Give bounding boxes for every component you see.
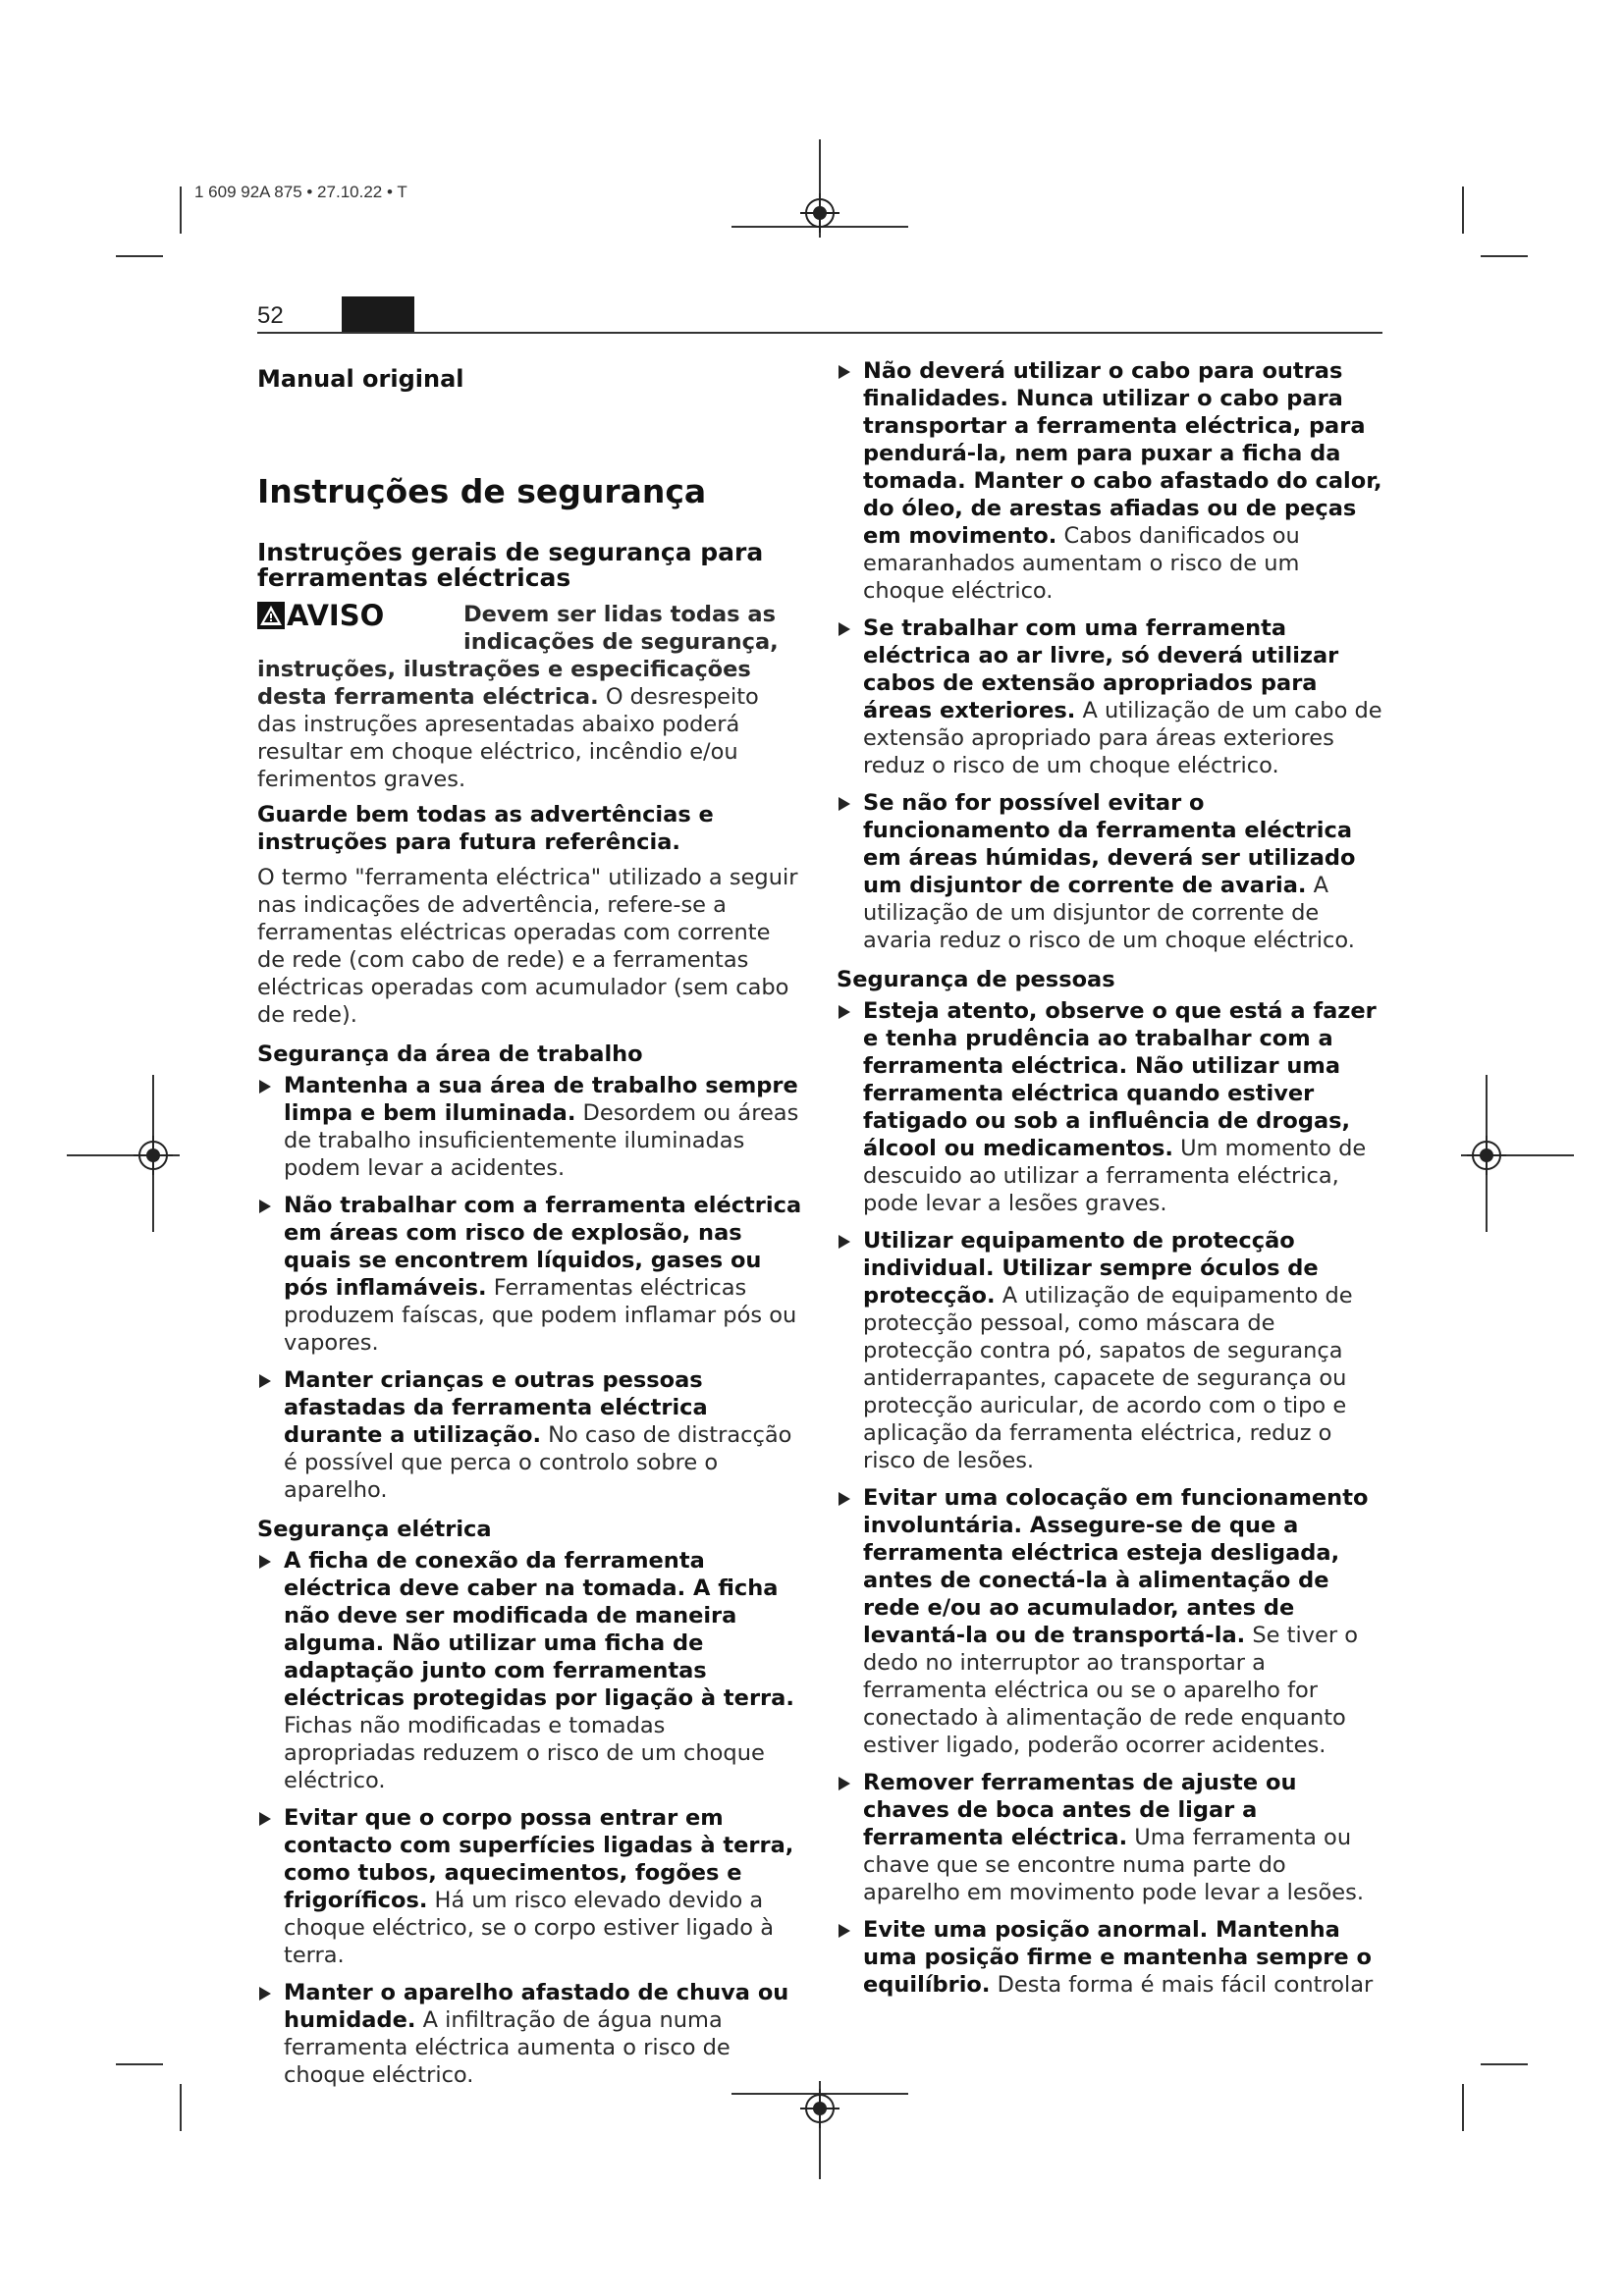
item-bold: Não deverá utilizar o cabo para outras finalidades. Nunca utilizar o cabo para transportar a ferramenta eléctrica, para pendurá-la, nem para puxar a ficha da tomada. Manter o cabo afastado do calor, do óleo, de arestas afiadas ou de peças em movimento. [863,358,1382,549]
list-item [837,1916,1382,1999]
term-paragraph: O termo "ferramenta eléctrica" utilizado a seguir nas indicações de advertência, refere-se a ferramentas eléctricas operadas com corrente de rede (com cabo de rede) e a ferramentas eléctricas operadas com acumulador (sem cabo de rede). [257,865,798,1028]
bullet-arrow-icon [259,1555,271,1569]
item-bold: Mantenha a sua área de trabalho sempre limpa e bem iluminada. [284,1073,798,1126]
item-text: A infiltração de água numa ferramenta eléctrica aumenta o risco de choque eléctrico. [284,2007,731,2088]
bullet-arrow-icon [839,365,850,379]
list-item [257,1547,803,1794]
warning-bold-text: Devem ser lidas todas as indicações de segurança, instruções, ilustrações e especificações desta ferramenta eléctrica. [257,602,779,710]
keep-note: Guarde bem todas as advertências e instruções para futura referência. [257,802,714,855]
item-bold: Remover ferramentas de ajuste ou chaves de boca antes de ligar a ferramenta eléctrica. [863,1770,1297,1850]
bullet-arrow-icon [839,1924,850,1938]
crop-mark [180,187,182,234]
crop-mark [1481,255,1528,257]
list-item [257,1072,803,1182]
left-column [257,355,803,2089]
list-item [837,357,1382,605]
item-bold: Evite uma posição anormal. Mantenha uma posição firme e mantenha sempre o equilíbrio. [863,1917,1372,1998]
registration-mark-icon [800,2089,839,2128]
header-block [342,296,414,332]
registration-mark-icon [800,193,839,233]
bullet-arrow-icon [839,1005,850,1019]
section-heading-persons: Segurança de pessoas [837,967,1115,992]
list-item [257,1979,803,2089]
item-text: No caso de distracção é possível que perca o controlo sobre o aparelho. [284,1422,792,1503]
item-bold: Não trabalhar com a ferramenta eléctrica em áreas com risco de explosão, nas quais se encontrem líquidos, gases ou pós inflamáveis. [284,1193,802,1301]
item-text: Fichas não modificadas e tomadas apropriadas reduzem o risco de um choque eléctrico. [284,1713,765,1793]
item-text: A utilização de equipamento de protecção pessoal, como máscara de protecção contra pó, sapatos de segurança antiderrapantes, capacete de segurança ou protecção auricular, de acordo com o tipo e aplicação da ferramenta eléctrica, reduz o risco de lesões. [863,1283,1353,1473]
list-item [837,1227,1382,1474]
item-text: Ferramentas eléctricas produzem faíscas, que podem inflamar pós ou vapores. [284,1275,797,1356]
bullet-arrow-icon [839,622,850,636]
crop-mark [116,255,163,257]
warning-triangle-icon [257,602,285,629]
list-item [837,997,1382,1217]
crop-mark [180,2084,182,2131]
item-text: Desordem ou áreas de trabalho insuficientemente iluminadas podem levar a acidentes. [284,1100,799,1181]
bullet-arrow-icon [259,1812,271,1826]
item-bold: A ficha de conexão da ferramenta eléctrica deve caber na tomada. A ficha não deve ser modificada de maneira alguma. Não utilizar uma ficha de adaptação junto com ferramentas eléctricas protegidas por ligação à terra. [284,1548,794,1711]
bullet-arrow-icon [839,797,850,811]
bullet-arrow-icon [259,1987,271,2001]
list-item [257,1192,803,1357]
manual-label: Manual original [257,365,464,393]
warning-word: AVISO [287,599,385,632]
page-number: 52 [257,302,284,329]
list-item [257,1804,803,1969]
list-item [837,1484,1382,1759]
list-item [257,1366,803,1504]
list-item [837,614,1382,779]
item-text: Um momento de descuido ao utilizar a ferramenta eléctrica, pode levar a lesões graves. [863,1136,1367,1216]
item-bold: Esteja atento, observe o que está a fazer e tenha prudência ao trabalhar com a ferramenta eléctrica. Não utilizar uma ferramenta eléctrica quando estiver fatigado ou sob a influência de drogas, álcool ou medicamentos. [863,998,1377,1161]
item-bold: Manter o aparelho afastado de chuva ou humidade. [284,1980,789,2033]
item-text: A utilização de um disjuntor de corrente de avaria reduz o risco de um choque eléctrico. [863,873,1355,953]
crop-mark [116,2063,163,2065]
section-heading-work-area: Segurança da área de trabalho [257,1041,643,1067]
warning-label [257,599,463,632]
item-text: Cabos danificados ou emaranhados aumentam o risco de um choque eléctrico. [863,523,1300,604]
section-heading-electrical: Segurança elétrica [257,1517,492,1542]
page-title: Instruções de segurança [257,472,707,510]
warning-block [257,601,803,793]
warning-text: O desrespeito das instruções apresentadas abaixo poderá resultar em choque eléctrico, incêndio e/ou ferimentos graves. [257,684,759,792]
crop-mark [1481,2063,1528,2065]
item-bold: Manter crianças e outras pessoas afastadas da ferramenta eléctrica durante a utilização. [284,1367,708,1448]
bullet-arrow-icon [839,1235,850,1249]
item-text: Há um risco elevado devido a choque eléctrico, se o corpo estiver ligado à terra. [284,1888,774,1968]
bullet-arrow-icon [259,1200,271,1213]
print-info: 1 609 92A 875 • 27.10.22 • T [194,183,407,201]
header-rule [257,332,1382,334]
section-subtitle: Instruções gerais de segurança para ferramentas eléctricas [257,538,764,592]
item-text: Uma ferramenta ou chave que se encontre numa parte do aparelho em movimento pode levar a lesões. [863,1825,1364,1905]
item-bold: Evitar que o corpo possa entrar em contacto com superfícies ligadas à terra, como tubos, aquecimentos, fogões e frigoríficos. [284,1805,794,1913]
item-bold: Se não for possível evitar o funcionamento da ferramenta eléctrica em áreas húmidas, deverá ser utilizado um disjuntor de corrente de avaria. [863,790,1356,898]
list-item [837,1769,1382,1906]
list-item [837,789,1382,954]
bullet-arrow-icon [259,1080,271,1094]
right-column [837,349,1382,1999]
bullet-arrow-icon [839,1777,850,1790]
bullet-arrow-icon [259,1374,271,1388]
item-bold: Utilizar equipamento de protecção individual. Utilizar sempre óculos de protecção. [863,1228,1319,1308]
item-bold: Evitar uma colocação em funcionamento involuntária. Assegure-se de que a ferramenta eléctrica esteja desligada, antes de conectá-la à alimentação de rede e/ou ao acumulador, antes de levantá-la ou de transportá-la. [863,1485,1369,1648]
item-text: A utilização de um cabo de extensão apropriado para áreas exteriores reduz o risco de um choque eléctrico. [863,698,1382,778]
registration-mark-icon [1467,1136,1506,1175]
registration-mark-icon [134,1136,173,1175]
item-bold: Se trabalhar com uma ferramenta eléctrica ao ar livre, só deverá utilizar cabos de extensão apropriados para áreas exteriores. [863,615,1339,723]
crop-mark [1462,2084,1464,2131]
item-text: Se tiver o dedo no interruptor ao transportar a ferramenta eléctrica ou se o aparelho for conectado à alimentação de rede enquanto estiver ligado, poderão ocorrer acidentes. [863,1623,1359,1758]
item-text: Desta forma é mais fácil controlar [997,1972,1374,1998]
crop-mark [1462,187,1464,234]
bullet-arrow-icon [839,1492,850,1506]
